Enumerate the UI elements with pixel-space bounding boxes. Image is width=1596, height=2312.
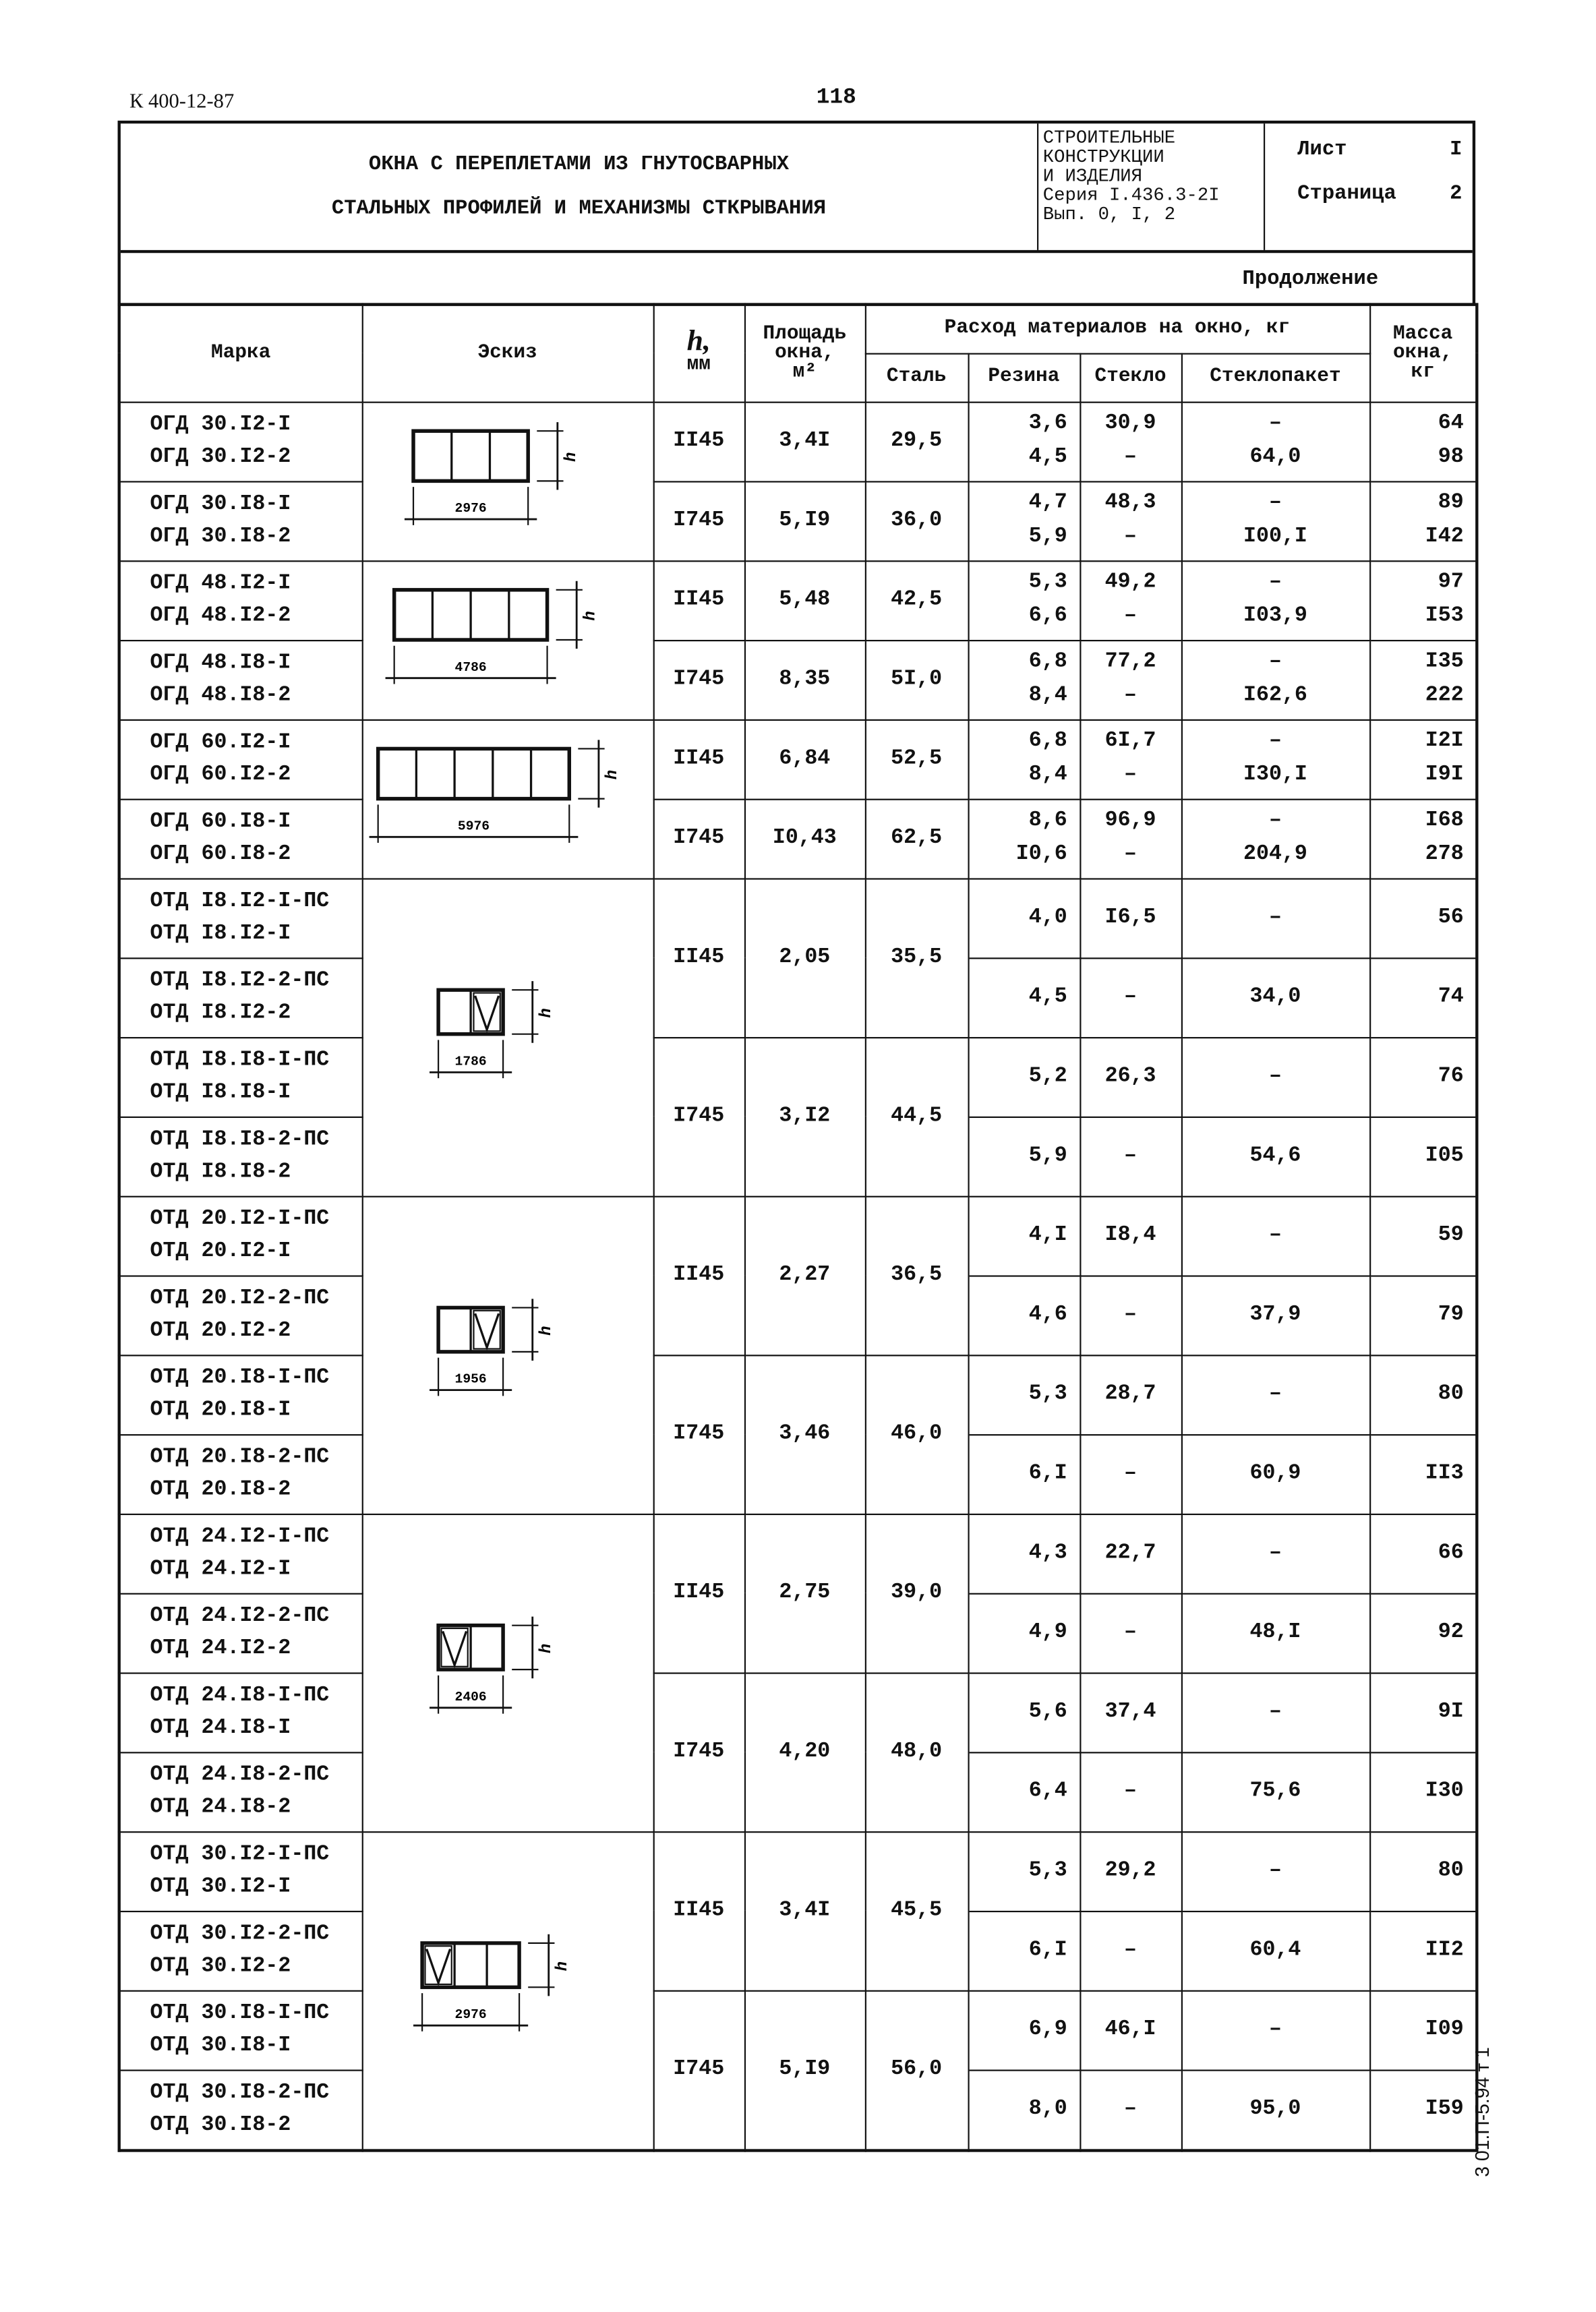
window-sketch <box>423 978 591 1089</box>
glass-unit-cell: 75,6 <box>1181 1752 1369 1831</box>
h-cell: II45 <box>653 1514 744 1673</box>
glass-cell: 26,3 <box>1080 1037 1181 1117</box>
mark-cell: ОТД 24.I2-I-ПС ОТД 24.I2-I <box>119 1514 362 1593</box>
glass-unit-cell: – 204,9 <box>1181 799 1369 879</box>
glass-cell: 29,2 <box>1080 1831 1181 1911</box>
rubber-cell: 5,3 <box>968 1831 1080 1911</box>
mass-cell: 9I <box>1369 1672 1477 1752</box>
glass-unit-cell: 95,0 <box>1181 2070 1369 2150</box>
mass-cell: II2 <box>1369 1911 1477 1990</box>
mass-cell: 80 <box>1369 1831 1477 1911</box>
table-row <box>119 878 1477 957</box>
mark-cell: ОТД 24.I8-2-ПС ОТД 24.I8-2 <box>119 1752 362 1831</box>
continuation-label: Продолжение <box>121 250 1473 303</box>
rubber-cell: 8,6 I0,6 <box>968 799 1080 879</box>
h-cell: I745 <box>653 1037 744 1196</box>
mark-cell: ОТД I8.I2-I-ПС ОТД I8.I2-I <box>119 878 362 957</box>
glass-unit-cell: – I03,9 <box>1181 560 1369 640</box>
svg-text:h: h <box>581 611 600 621</box>
area-cell: 2,05 <box>744 878 865 1037</box>
table-row <box>119 560 1477 640</box>
glass-unit-cell: 60,4 <box>1181 1911 1369 1990</box>
table-row <box>119 1196 1477 1276</box>
area-cell: 5,48 <box>744 560 865 640</box>
mark-cell: ОТД 24.I2-2-ПС ОТД 24.I2-2 <box>119 1593 362 1673</box>
h-cell: I745 <box>653 640 744 719</box>
glass-unit-cell: – <box>1181 878 1369 957</box>
h-cell: I745 <box>653 1990 744 2150</box>
steel-cell: 36,5 <box>865 1196 968 1355</box>
h-cell: II45 <box>653 560 744 640</box>
mass-cell: I09 <box>1369 1990 1477 2070</box>
mass-cell: 92 <box>1369 1593 1477 1673</box>
glass-unit-cell: 48,I <box>1181 1593 1369 1673</box>
h-cell: II45 <box>653 719 744 799</box>
glass-cell: – <box>1080 2070 1181 2150</box>
h-cell: I745 <box>653 1355 744 1514</box>
mark-cell: ОТД 30.I8-2-ПС ОТД 30.I8-2 <box>119 2070 362 2150</box>
sketch-cell <box>362 1514 653 1831</box>
steel-cell: 5I,0 <box>865 640 968 719</box>
sketch-cell <box>362 719 653 879</box>
window-sketch <box>380 578 636 694</box>
steel-cell: 52,5 <box>865 719 968 799</box>
title-line-2: СТАЛЬНЫХ ПРОФИЛЕЙ И МЕХАНИЗМЫ СТКРЫВАНИЯ <box>331 197 827 221</box>
svg-text:h: h <box>602 769 621 780</box>
rubber-cell: 5,3 6,6 <box>968 560 1080 640</box>
mark-cell: ОТД I8.I8-I-ПС ОТД I8.I8-I <box>119 1037 362 1117</box>
window-sketch <box>398 419 616 535</box>
sketch-dimension: 4786 <box>454 659 487 675</box>
table-row <box>119 402 1477 481</box>
mass-cell: 66 <box>1369 1514 1477 1593</box>
glass-unit-cell: 54,6 <box>1181 1117 1369 1196</box>
glass-cell: 28,7 <box>1080 1355 1181 1434</box>
sketch-cell <box>362 402 653 561</box>
sketch-dimension: 1786 <box>454 1054 487 1069</box>
glass-unit-cell: – <box>1181 1037 1369 1117</box>
glass-unit-cell: – <box>1181 1672 1369 1752</box>
mark-cell: ОТД 30.I2-2-ПС ОТД 30.I2-2 <box>119 1911 362 1990</box>
page-label: Страница <box>1297 182 1396 206</box>
glass-cell: 6I,7 – <box>1080 719 1181 799</box>
series-line: Серия I.436.3-2I <box>1042 185 1220 206</box>
col-area: Площадь окна, м² <box>744 305 865 402</box>
mark-cell: ОГД 30.I2-I ОГД 30.I2-2 <box>119 402 362 481</box>
mark-cell: ОГД 60.I8-I ОГД 60.I8-2 <box>119 799 362 879</box>
mass-cell: 79 <box>1369 1275 1477 1355</box>
sketch-cell <box>362 878 653 1195</box>
title-block <box>118 121 1476 306</box>
mass-cell: I59 <box>1369 2070 1477 2150</box>
rubber-cell: 5,9 <box>968 1117 1080 1196</box>
glass-cell: I6,5 <box>1080 878 1181 957</box>
rubber-cell: 5,6 <box>968 1672 1080 1752</box>
glass-unit-cell: – <box>1181 1196 1369 1276</box>
steel-cell: 62,5 <box>865 799 968 879</box>
glass-cell: 46,I <box>1080 1990 1181 2070</box>
windows-table <box>118 303 1479 2151</box>
series-line: КОНСТРУКЦИИ <box>1042 147 1164 168</box>
table-row <box>119 481 1477 560</box>
rubber-cell: 4,I <box>968 1196 1080 1276</box>
glass-unit-cell: 37,9 <box>1181 1275 1369 1355</box>
mark-cell: ОТД I8.I8-2-ПС ОТД I8.I8-2 <box>119 1117 362 1196</box>
col-mark: Марка <box>119 305 362 402</box>
page-value: 2 <box>1450 182 1462 206</box>
svg-text:h: h <box>562 452 581 463</box>
mark-cell: ОТД 30.I2-I-ПС ОТД 30.I2-I <box>119 1831 362 1911</box>
glass-cell: 48,3 – <box>1080 481 1181 560</box>
rubber-cell: 5,3 <box>968 1355 1080 1434</box>
rubber-cell: 4,7 5,9 <box>968 481 1080 560</box>
col-materials: Расход материалов на окно, кг <box>865 305 1369 353</box>
col-mass: Масса окна, кг <box>1369 305 1477 402</box>
glass-unit-cell: – I62,6 <box>1181 640 1369 719</box>
area-cell: 5,I9 <box>744 1990 865 2150</box>
rubber-cell: 6,8 8,4 <box>968 719 1080 799</box>
window-sketch <box>363 737 653 853</box>
svg-text:h: h <box>537 1008 556 1018</box>
glass-unit-cell: 60,9 <box>1181 1434 1369 1514</box>
glass-cell: 37,4 <box>1080 1672 1181 1752</box>
steel-cell: 29,5 <box>865 402 968 481</box>
document-code: К 400-12-87 <box>129 91 235 113</box>
col-steel: Сталь <box>865 353 968 402</box>
glass-cell: – <box>1080 1117 1181 1196</box>
steel-cell: 56,0 <box>865 1990 968 2150</box>
glass-cell: – <box>1080 1593 1181 1673</box>
area-cell: 6,84 <box>744 719 865 799</box>
steel-cell: 39,0 <box>865 1514 968 1673</box>
mark-cell: ОТД 24.I8-I-ПС ОТД 24.I8-I <box>119 1672 362 1752</box>
rubber-cell: 5,2 <box>968 1037 1080 1117</box>
area-cell: 8,35 <box>744 640 865 719</box>
h-cell: II45 <box>653 1831 744 1990</box>
mark-cell: ОГД 48.I2-I ОГД 48.I2-2 <box>119 560 362 640</box>
rubber-cell: 6,9 <box>968 1990 1080 2070</box>
area-cell: 3,46 <box>744 1355 865 1514</box>
rubber-cell: 4,6 <box>968 1275 1080 1355</box>
col-h: h, мм <box>653 305 744 402</box>
rubber-cell: 6,I <box>968 1434 1080 1514</box>
mass-cell: 80 <box>1369 1355 1477 1434</box>
mass-cell: 56 <box>1369 878 1477 957</box>
title-line-1: ОКНА С ПЕРЕПЛЕТАМИ ИЗ ГНУТОСВАРНЫХ <box>368 152 790 177</box>
svg-text:h: h <box>537 1326 556 1336</box>
steel-cell: 35,5 <box>865 878 968 1037</box>
table-row <box>119 640 1477 719</box>
mark-cell: ОТД 20.I2-2-ПС ОТД 20.I2-2 <box>119 1275 362 1355</box>
rubber-cell: 3,6 4,5 <box>968 402 1080 481</box>
mass-cell: I68 278 <box>1369 799 1477 879</box>
h-cell: I745 <box>653 481 744 560</box>
sheet-value: I <box>1450 138 1462 162</box>
steel-cell: 45,5 <box>865 1831 968 1990</box>
table-row <box>119 1672 1477 1752</box>
mass-cell: II3 <box>1369 1434 1477 1514</box>
mass-cell: I35 222 <box>1369 640 1477 719</box>
svg-text:h: h <box>553 1961 572 1972</box>
mass-cell: 76 <box>1369 1037 1477 1117</box>
area-cell: I0,43 <box>744 799 865 879</box>
mark-cell: ОТД 20.I8-I-ПС ОТД 20.I8-I <box>119 1355 362 1434</box>
sketch-dimension: 2406 <box>454 1689 487 1705</box>
steel-cell: 46,0 <box>865 1355 968 1514</box>
glass-cell: 49,2 – <box>1080 560 1181 640</box>
rubber-cell: 8,0 <box>968 2070 1080 2150</box>
sketch-cell <box>362 1196 653 1514</box>
mass-cell: 59 <box>1369 1196 1477 1276</box>
svg-text:h: h <box>537 1643 556 1654</box>
glass-unit-cell: 34,0 <box>1181 957 1369 1037</box>
area-cell: 2,27 <box>744 1196 865 1355</box>
area-cell: 5,I9 <box>744 481 865 560</box>
rubber-cell: 4,5 <box>968 957 1080 1037</box>
rubber-cell: 6,4 <box>968 1752 1080 1831</box>
window-sketch <box>423 1613 591 1724</box>
rubber-cell: 4,0 <box>968 878 1080 957</box>
mark-cell: ОГД 48.I8-I ОГД 48.I8-2 <box>119 640 362 719</box>
h-cell: II45 <box>653 1196 744 1355</box>
sketch-dimension: 1956 <box>454 1371 487 1387</box>
h-cell: II45 <box>653 402 744 481</box>
mass-cell: I05 <box>1369 1117 1477 1196</box>
col-sketch: Эскиз <box>362 305 653 402</box>
steel-cell: 44,5 <box>865 1037 968 1196</box>
col-glass-unit: Стеклопакет <box>1181 353 1369 402</box>
area-cell: 3,I2 <box>744 1037 865 1196</box>
side-note: 3 01.П-5.94 т 1 <box>1471 2047 1494 2177</box>
mark-cell: ОГД 60.I2-I ОГД 60.I2-2 <box>119 719 362 799</box>
table-row <box>119 1514 1477 1593</box>
glass-cell: – <box>1080 1752 1181 1831</box>
page-number: 118 <box>816 85 856 111</box>
glass-unit-cell: – I00,I <box>1181 481 1369 560</box>
series-line: И ИЗДЕЛИЯ <box>1042 166 1143 187</box>
rubber-cell: 4,3 <box>968 1514 1080 1593</box>
h-cell: II45 <box>653 878 744 1037</box>
glass-unit-cell: – <box>1181 1355 1369 1434</box>
mark-cell: ОТД 20.I2-I-ПС ОТД 20.I2-I <box>119 1196 362 1276</box>
col-rubber: Резина <box>968 353 1080 402</box>
rubber-cell: 4,9 <box>968 1593 1080 1673</box>
mass-cell: I2I I9I <box>1369 719 1477 799</box>
steel-cell: 36,0 <box>865 481 968 560</box>
glass-unit-cell: – <box>1181 1990 1369 2070</box>
sketch-cell <box>362 560 653 719</box>
series-line: Вып. 0, I, 2 <box>1042 204 1176 225</box>
table-row <box>119 799 1477 879</box>
mass-cell: 97 I53 <box>1369 560 1477 640</box>
glass-cell: – <box>1080 1911 1181 1990</box>
mass-cell: 89 I42 <box>1369 481 1477 560</box>
window-sketch <box>407 1931 608 2042</box>
steel-cell: 48,0 <box>865 1672 968 1831</box>
mark-cell: ОТД 20.I8-2-ПС ОТД 20.I8-2 <box>119 1434 362 1514</box>
table-row <box>119 1831 1477 1911</box>
glass-cell: 96,9 – <box>1080 799 1181 879</box>
sketch-dimension: 5976 <box>456 819 489 834</box>
rubber-cell: 6,8 8,4 <box>968 640 1080 719</box>
col-glass: Стекло <box>1080 353 1181 402</box>
area-cell: 3,4I <box>744 1831 865 1990</box>
glass-unit-cell: – <box>1181 1514 1369 1593</box>
document-title <box>121 123 1038 250</box>
mark-cell: ОТД I8.I2-2-ПС ОТД I8.I2-2 <box>119 957 362 1037</box>
mass-cell: I30 <box>1369 1752 1477 1831</box>
window-sketch <box>423 1296 591 1406</box>
table-row <box>119 719 1477 799</box>
glass-cell: 30,9 – <box>1080 402 1181 481</box>
area-cell: 2,75 <box>744 1514 865 1673</box>
series-info <box>1040 123 1265 250</box>
series-line: СТРОИТЕЛЬНЫЕ <box>1042 127 1176 149</box>
glass-unit-cell: – 64,0 <box>1181 402 1369 481</box>
glass-unit-cell: – I30,I <box>1181 719 1369 799</box>
mass-cell: 74 <box>1369 957 1477 1037</box>
table-row <box>119 1990 1477 2070</box>
table-row <box>119 1037 1477 1117</box>
h-cell: I745 <box>653 799 744 879</box>
area-cell: 3,4I <box>744 402 865 481</box>
sheet-info <box>1268 123 1474 250</box>
steel-cell: 42,5 <box>865 560 968 640</box>
glass-unit-cell: – <box>1181 1831 1369 1911</box>
glass-cell: – <box>1080 957 1181 1037</box>
mass-cell: 64 98 <box>1369 402 1477 481</box>
h-cell: I745 <box>653 1672 744 1831</box>
glass-cell: – <box>1080 1275 1181 1355</box>
sketch-dimension: 2976 <box>454 501 487 516</box>
mark-cell: ОТД 30.I8-I-ПС ОТД 30.I8-I <box>119 1990 362 2070</box>
glass-cell: 22,7 <box>1080 1514 1181 1593</box>
glass-cell: – <box>1080 1434 1181 1514</box>
table-row <box>119 1355 1477 1434</box>
sketch-cell <box>362 1831 653 2150</box>
glass-cell: 77,2 – <box>1080 640 1181 719</box>
sheet-label: Лист <box>1297 138 1347 162</box>
glass-cell: I8,4 <box>1080 1196 1181 1276</box>
area-cell: 4,20 <box>744 1672 865 1831</box>
sketch-dimension: 2976 <box>454 2007 487 2023</box>
rubber-cell: 6,I <box>968 1911 1080 1990</box>
mark-cell: ОГД 30.I8-I ОГД 30.I8-2 <box>119 481 362 560</box>
